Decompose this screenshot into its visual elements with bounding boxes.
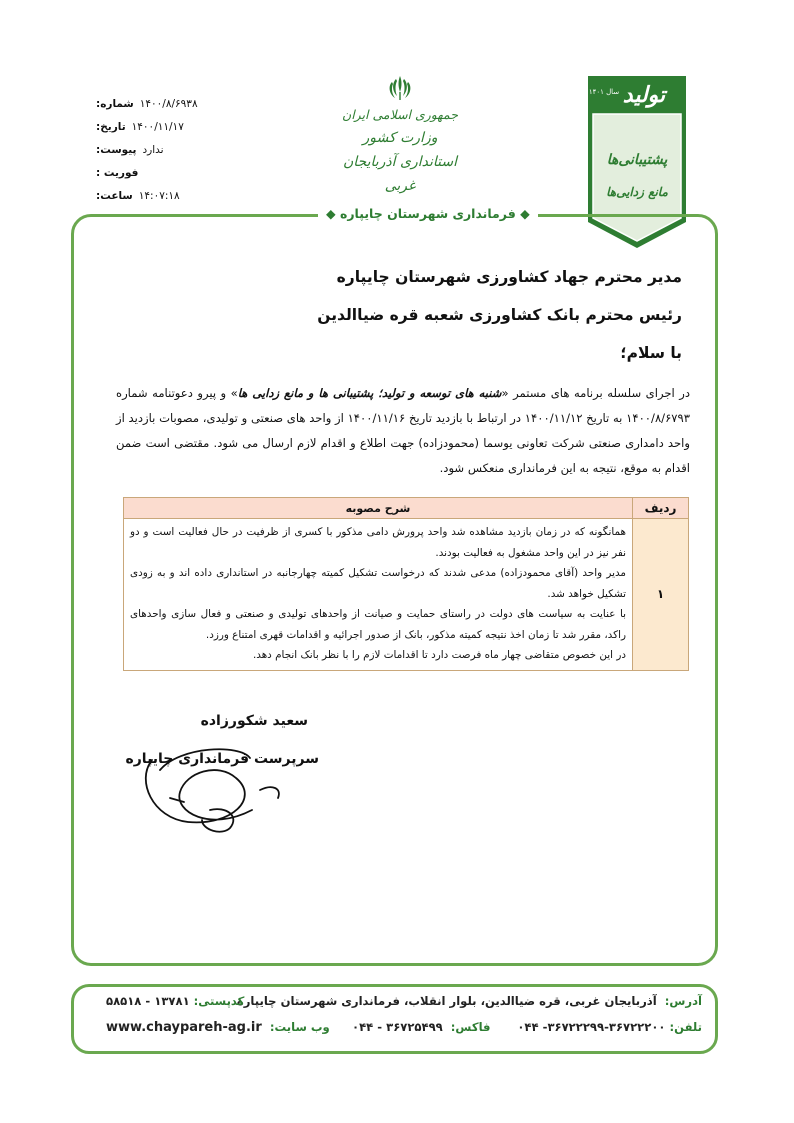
diamond-icon: ◆	[326, 206, 340, 221]
greeting: با سلام؛	[620, 344, 682, 362]
letter-urgency	[96, 162, 236, 185]
footer-postal	[106, 994, 244, 1008]
emblem-line-3: استانداری آذربایجان غربی	[343, 154, 457, 194]
attachment-value: ندارد	[142, 144, 164, 156]
footer-phone	[517, 1020, 702, 1034]
letter-date	[96, 116, 236, 139]
badge-line1-text: پشتیبانی‌ها	[606, 152, 668, 168]
postal-label: کدپستی:	[193, 994, 245, 1008]
number-value: ۱۴۰۰/۸/۶۹۳۸	[139, 98, 198, 110]
diamond-icon: ◆	[515, 206, 530, 221]
address-value: آذربایجان غربی، قره ضیاالدین، بلوار انقلاب، فرمانداری شهرستان چایپاره	[236, 994, 657, 1008]
badge-line2-text: مانع زدایی‌ها	[606, 185, 668, 199]
date-value: ۱۴۰۰/۱۱/۱۷	[131, 121, 184, 133]
emblem-line-1: جمهوری اسلامی ایران	[342, 107, 458, 122]
paragraph-part-a: در اجرای سلسله برنامه های مستمر «	[501, 386, 690, 400]
signer-name: سعید شکورزاده	[200, 713, 308, 729]
frame-title	[318, 205, 538, 223]
government-emblem	[340, 74, 460, 198]
footer-address	[237, 994, 702, 1008]
paragraph-part-b: » و پیرو دعوتنامه شماره ۱۴۰۰/۸/۶۷۹۳ به تاریخ ۱۴۰۰/۱۱/۱۲ در ارتباط با بازدید تاریخ ۱۴۰۰/۱۱/۱۶ از واحد های صنعتی و تولیدی، مصوبات بازدید از واحد دامداری صنعتی شرکت تعاونی یوسما (محمودزاده) جهت اطلاع و اقدام لازم ارسال می شود. مقتضی است ضمن اقدام به موقع، نتیجه به این فرمانداری منعکس شود.	[116, 386, 690, 475]
number-label: شماره:	[96, 98, 134, 110]
postal-value: ۱۳۷۸۱ - ۵۸۵۱۸	[106, 994, 190, 1008]
letter-time	[96, 185, 236, 208]
footer-fax	[352, 1020, 491, 1034]
frame-title-text: فرمانداری شهرستان چایپاره	[339, 206, 516, 221]
badge-top-text: تولید	[622, 82, 666, 108]
iran-emblem-icon	[387, 74, 413, 102]
letter-number	[96, 93, 236, 116]
letter-attachment	[96, 139, 236, 162]
letter-paragraph	[116, 381, 690, 481]
resolution-item: مدیر واحد (آقای محمودزاده) مدعی شدند که درخواست تشکیل کمیته چهارجانبه در استانداری داده اند و به زودی تشکیل خواهد شد.	[130, 567, 626, 600]
table-row	[124, 519, 689, 671]
paragraph-slogan: شنبه های توسعه و تولید؛ پشتیبانی ها و مانع زدایی ها	[237, 386, 502, 400]
column-header-row-number: ردیف	[633, 498, 689, 519]
time-value: ۱۴:۰۷:۱۸	[138, 190, 180, 202]
urgency-label: فوریت :	[96, 167, 139, 179]
row-number: ۱	[633, 519, 689, 671]
footer-website	[106, 1020, 330, 1035]
phone-label: تلفن:	[669, 1020, 702, 1034]
table-header-row	[124, 498, 689, 519]
letter-meta	[96, 93, 236, 208]
time-label: ساعت:	[96, 190, 133, 202]
addressee-1: مدیر محترم جهاد کشاورزی شهرستان چایپاره	[336, 268, 682, 286]
handwritten-signature	[140, 740, 290, 835]
resolution-item: همانگونه که در زمان بازدید مشاهده شد واحد پرورش دامی مذکور با کسری از ظرفیت در حال فعالیت است و دو نفر نیز در این واحد مشغول به فعالیت بودند.	[130, 526, 626, 559]
fax-value: ۳۶۷۲۵۴۹۹ - ۰۴۴	[352, 1020, 443, 1034]
phone-value: ۳۶۷۲۲۲۰۰-۳۶۷۲۲۲۹۹- ۰۴۴	[517, 1020, 666, 1034]
address-label: آدرس:	[664, 994, 702, 1008]
column-header-description: شرح مصوبه	[124, 498, 633, 519]
attachment-label: پیوست:	[96, 144, 137, 156]
date-label: تاریخ:	[96, 121, 126, 133]
badge-year-text: سال ۱۴۰۱	[588, 88, 620, 96]
website-link[interactable]: www.chaypareh-ag.ir	[106, 1020, 262, 1035]
website-label: وب سایت:	[269, 1020, 330, 1034]
emblem-line-2: وزارت کشور	[362, 130, 438, 146]
resolution-item: در این خصوص متقاضی چهار ماه فرصت دارد تا اقدامات لازم را با نظر بانک انجام دهد.	[252, 649, 626, 661]
fax-label: فاکس:	[450, 1020, 491, 1034]
addressee-2: رئیس محترم بانک کشاورزی شعبه قره ضیاالدین	[317, 306, 682, 324]
signer-title: سرپرست فرمانداری چایپاره	[125, 751, 319, 767]
resolution-item: با عنایت به سیاست های دولت در راستای حمایت و صیانت از واحدهای تولیدی و صنعتی و فعال سازی واحدهای راکد، مقرر شد تا زمان اخذ نتیجه کمیته مذکور، بانک از صدور اجرائیه و اقدامات قهری امتناع ورزد.	[130, 608, 626, 641]
resolutions-table	[123, 497, 689, 671]
row-description	[124, 519, 633, 671]
